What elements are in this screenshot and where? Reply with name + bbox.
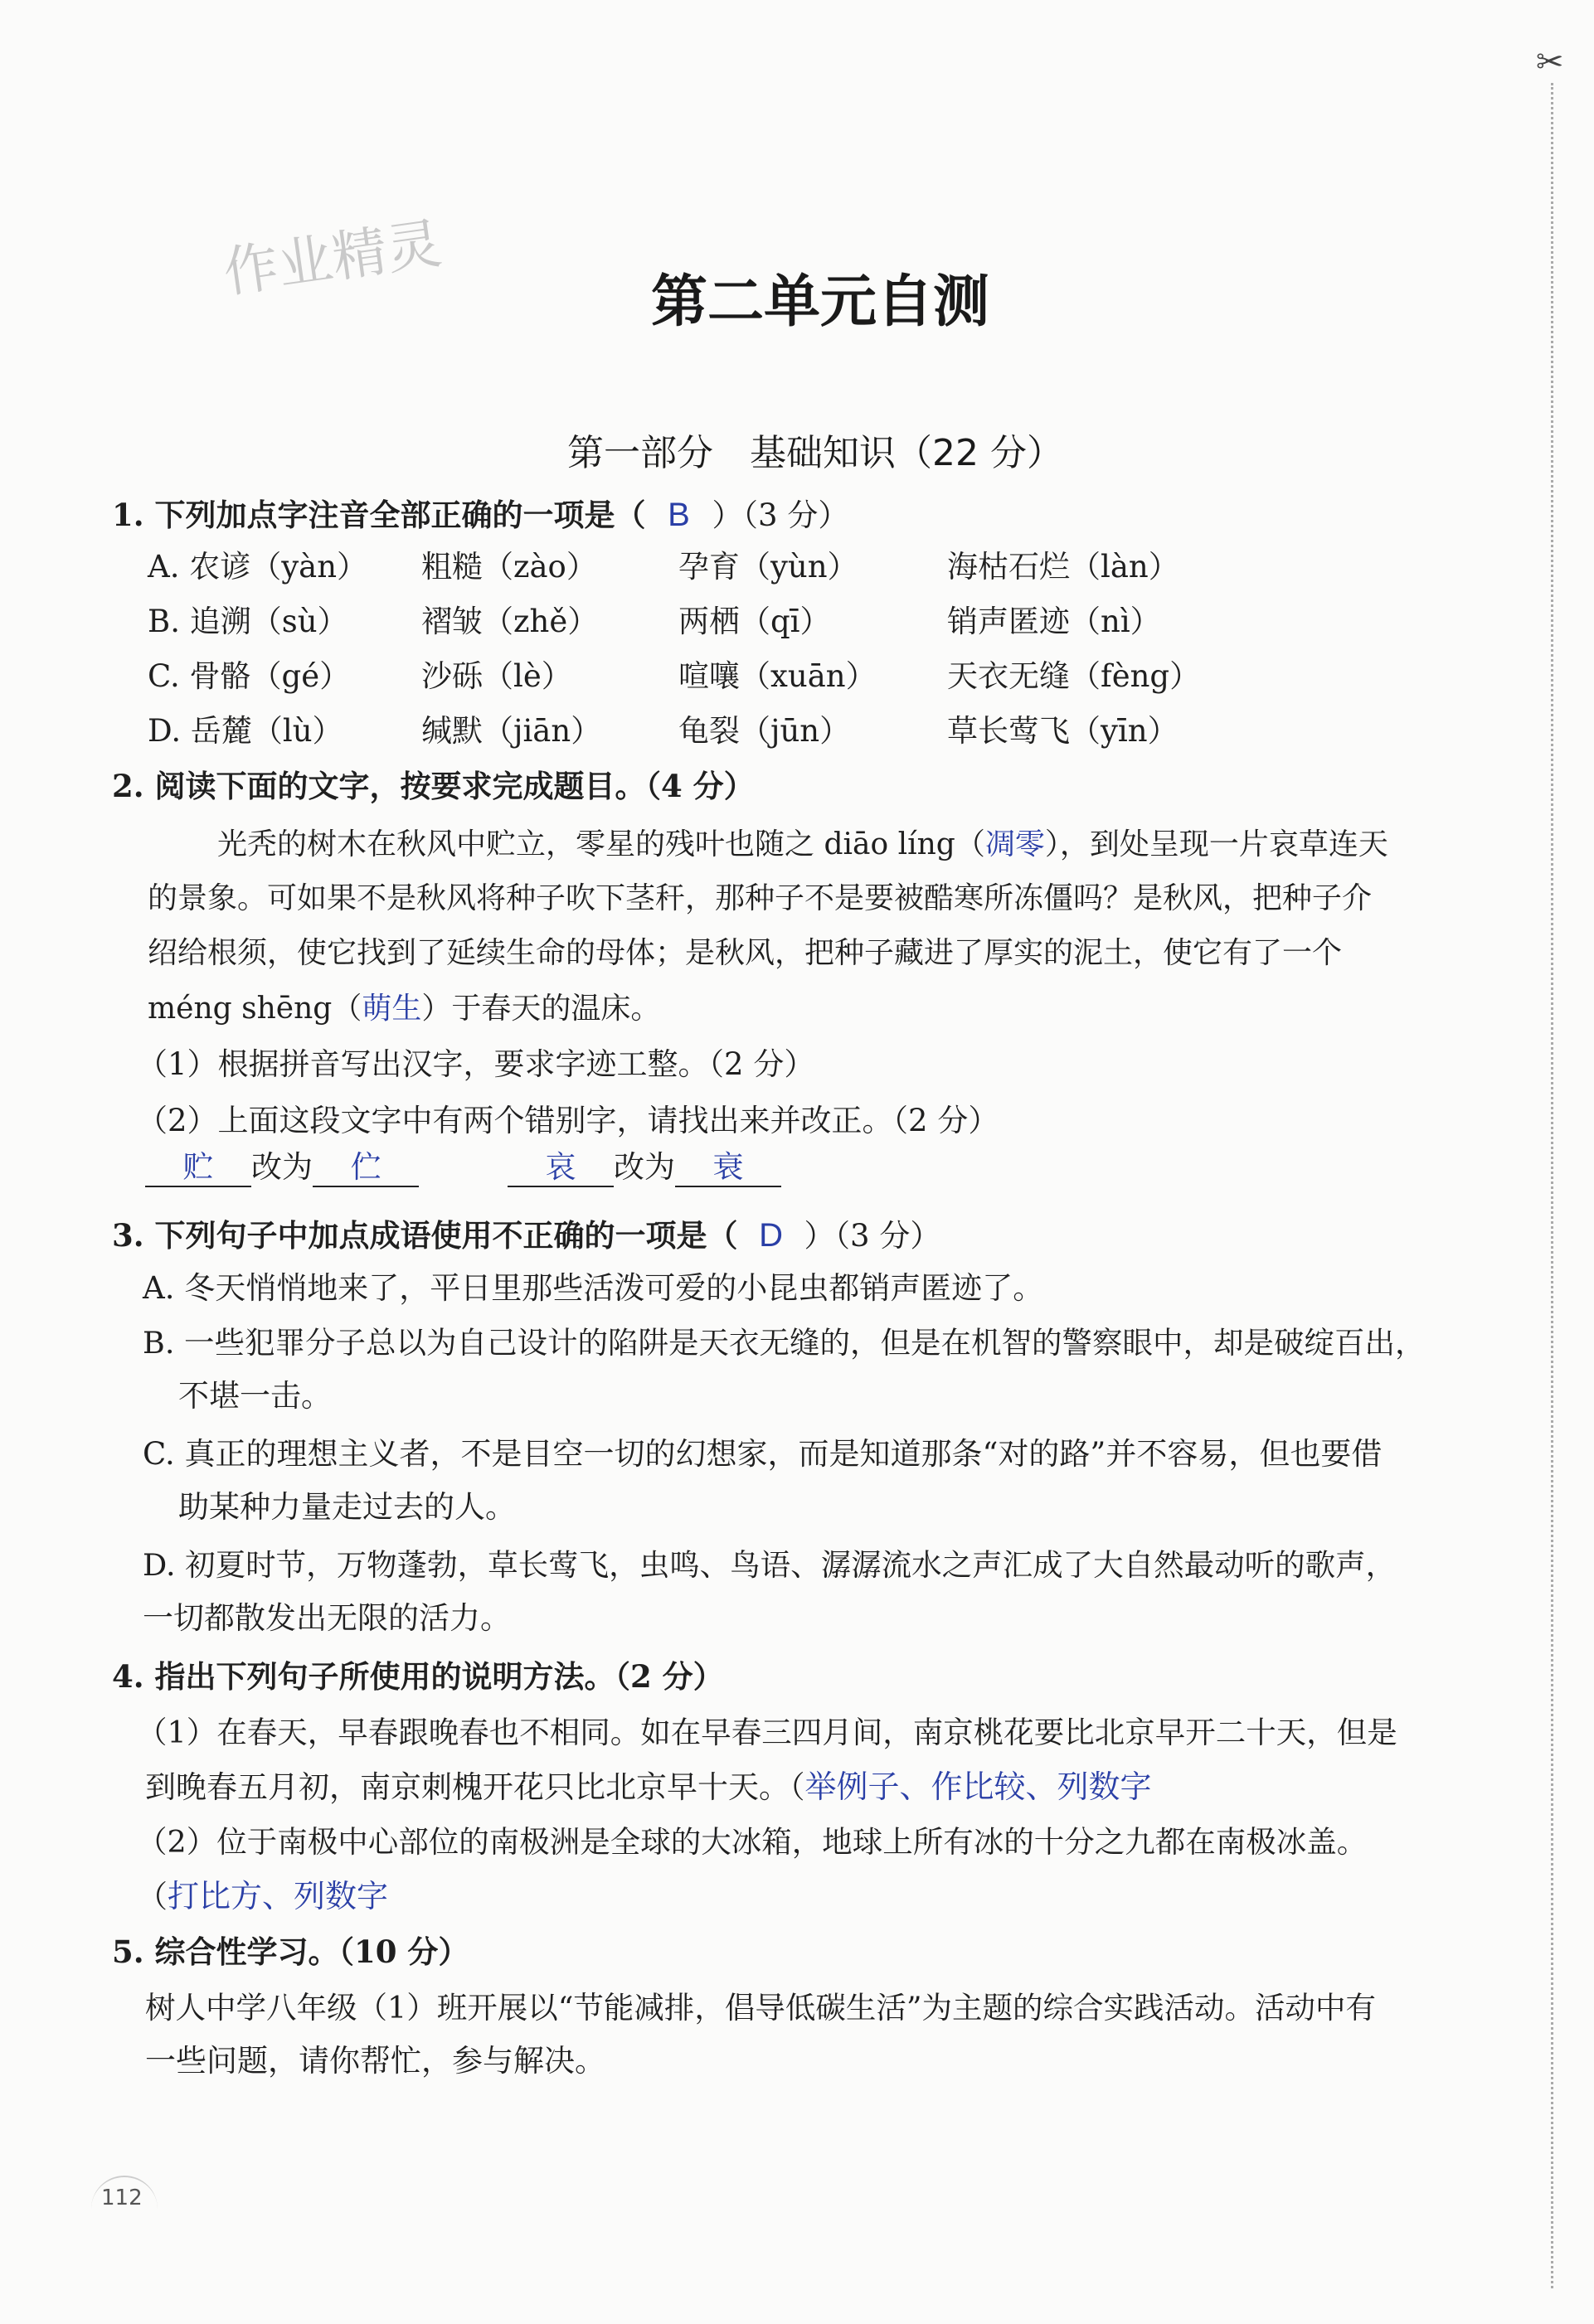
page-number-ornament [91, 2176, 158, 2219]
q1-opt-a-3: 孕育（yùn） [678, 549, 858, 585]
q1-opt-d-2: 缄默（jiān） [421, 713, 602, 749]
q1-opt-a-1: A. 农谚（yàn） [148, 549, 368, 585]
question-2-stem: 2. 阅读下面的文字，按要求完成题目。（4 分） [112, 768, 755, 804]
q4-answer-2-line: （打比方、列数字 [137, 1879, 389, 1914]
q2-fix-2: 衰 [712, 1150, 744, 1184]
q3-option-b-line-2: 不堪一击。 [178, 1378, 332, 1414]
page-title: 第二单元自测 [651, 269, 990, 335]
q1-opt-c-3: 喧嚷（xuān） [678, 658, 877, 694]
q1-opt-b-4: 销声匿迹（nì） [947, 604, 1161, 639]
question-4-stem: 4. 指出下列句子所使用的说明方法。（2 分） [112, 1658, 724, 1695]
q1-opt-d-4: 草长莺飞（yīn） [947, 713, 1178, 749]
q3-option-c-line-2: 助某种力量走过去的人。 [178, 1489, 516, 1525]
q2-fix-1: 伫 [350, 1150, 381, 1184]
q2-passage-line-4: méng shēng（萌生）于春天的温床。 [148, 991, 661, 1026]
scissors-icon: ✂ [1536, 43, 1564, 81]
page-number: 112 [101, 2186, 143, 2210]
question-5-stem: 5. 综合性学习。（10 分） [112, 1933, 469, 1970]
q1-opt-d-1: D. 岳麓（lù） [148, 713, 343, 749]
q2-correction-2: 哀 改为 衰 [508, 1149, 781, 1187]
q1-opt-b-2: 褶皱（zhě） [421, 604, 599, 639]
q1-answer: B [668, 497, 690, 533]
q1-opt-b-1: B. 追溯（sù） [148, 604, 348, 639]
q5-intro-line-1: 树人中学八年级（1）班开展以“节能减排，倡导低碳生活”为主题的综合实践活动。活动中有 [145, 1990, 1377, 2026]
q1-opt-d-3: 龟裂（jūn） [678, 713, 851, 749]
q2-passage-line-3: 绍给根须，使它找到了延续生命的母体；是秋风，把种子藏进了厚实的泥土，使它有了一个 [148, 936, 1343, 970]
q2-sub-2: （2）上面这段文字中有两个错别字，请找出来并改正。（2 分） [137, 1103, 999, 1138]
q2-correction-1: 贮 改为 伫 [145, 1149, 419, 1187]
question-3-stem: 3. 下列句子中加点成语使用不正确的一项是（ D ）（3 分） [112, 1217, 941, 1254]
q3-answer: D [759, 1217, 783, 1254]
q1-opt-c-4: 天衣无缝（fèng） [947, 658, 1201, 694]
cut-line [1551, 83, 1553, 2288]
q1-opt-b-3: 两栖（qī） [678, 604, 831, 639]
q2-passage-line-1: 光秃的树木在秋风中贮立，零星的残叶也随之 diāo líng（凋零），到处呈现一片哀草连天 [217, 827, 1388, 861]
watermark: 作业精灵 [219, 211, 445, 305]
q4-sentence-1-line-1: （1）在春天，早春跟晚春也不相同。如在早春三四月间，南京桃花要比北京早开二十天，但是 [137, 1715, 1397, 1750]
question-1-stem: 1. 下列加点字注音全部正确的一项是（ B ）（3 分） [112, 497, 849, 533]
q1-opt-a-4: 海枯石烂（làn） [947, 549, 1179, 585]
q3-option-a: A. 冬天悄悄地来了，平日里那些活泼可爱的小昆虫都销声匿迹了。 [143, 1270, 1044, 1306]
q1-opt-c-2: 沙砾（lè） [421, 658, 572, 694]
q2-sub-1: （1）根据拼音写出汉字，要求字迹工整。（2 分） [137, 1046, 815, 1082]
q3-option-c-line-1: C. 真正的理想主义者，不是目空一切的幻想家，而是知道那条“对的路”并不容易，但也要借 [143, 1436, 1383, 1472]
q2-error-1: 贮 [182, 1150, 214, 1184]
q5-intro-line-2: 一些问题，请你帮忙，参与解决。 [145, 2043, 605, 2079]
section-title: 第一部分 基础知识（22 分） [567, 432, 1063, 474]
q4-sentence-2: （2）位于南极中心部位的南极洲是全球的大冰箱，地球上所有冰的十分之九都在南极冰盖。 [137, 1824, 1368, 1860]
q2-answer-diaoling: 凋零 [984, 827, 1045, 861]
q3-option-d-line-2: 一切都散发出无限的活力。 [143, 1600, 511, 1636]
q1-opt-a-2: 粗糙（zào） [421, 549, 597, 585]
q3-option-b-line-1: B. 一些犯罪分子总以为自己设计的陷阱是天衣无缝的，但是在机智的警察眼中，却是破绽百出， [143, 1325, 1426, 1361]
q2-error-2: 哀 [545, 1150, 576, 1184]
q4-answer-2: 打比方、列数字 [168, 1880, 389, 1914]
q4-sentence-1-line-2: 到晚春五月初，南京刺槐开花只比北京早十天。（举例子、作比较、列数字 [145, 1769, 1152, 1805]
q4-answer-1: 举例子、作比较、列数字 [804, 1770, 1152, 1805]
q1-opt-c-1: C. 骨骼（gé） [148, 658, 351, 694]
q2-answer-mengsheng: 萌生 [362, 991, 422, 1025]
q3-option-d-line-1: D. 初夏时节，万物蓬勃，草长莺飞，虫鸣、鸟语、潺潺流水之声汇成了大自然最动听的歌声， [143, 1547, 1397, 1583]
q2-passage-line-2: 的景象。可如果不是秋风将种子吹下茎秆，那种子不是要被酷寒所冻僵吗？是秋风，把种子介 [148, 881, 1373, 915]
